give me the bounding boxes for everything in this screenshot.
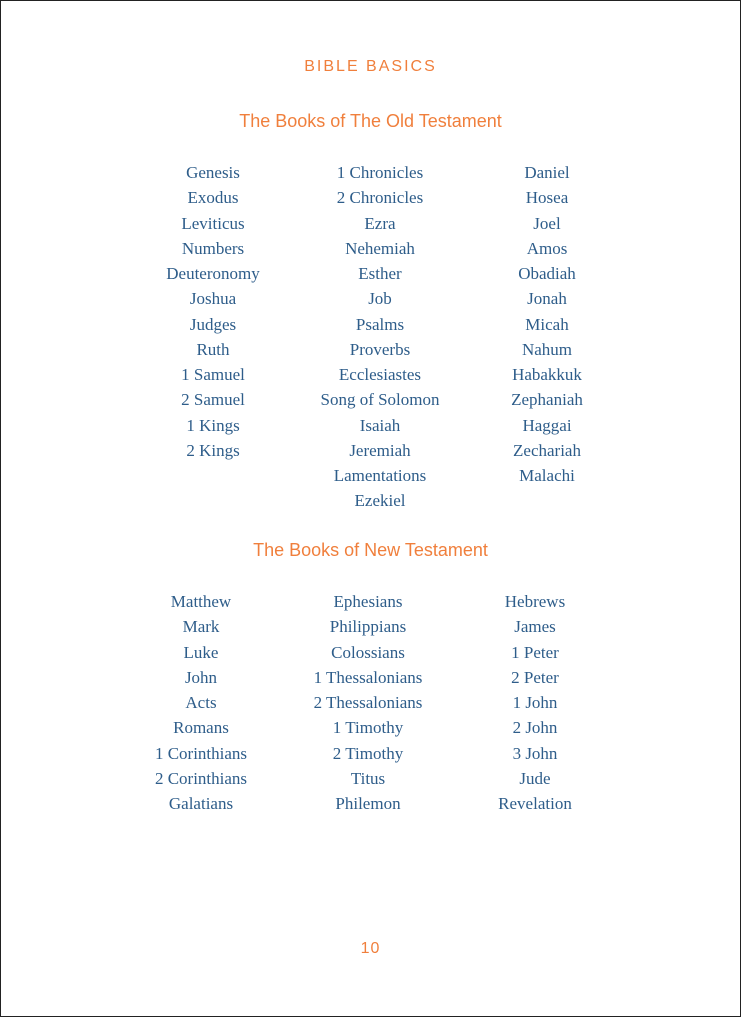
book-name: Ezra (364, 213, 396, 233)
book-name: Malachi (519, 466, 575, 485)
book-name: Philippians (329, 617, 407, 637)
book-name: Romans (173, 718, 229, 738)
book-name: Nahum (521, 339, 573, 359)
book-name: Genesis (186, 163, 240, 182)
book-name: 2 Timothy (332, 743, 404, 763)
book-name: 2 Thessalonians (313, 693, 423, 712)
book-name: Job (368, 289, 392, 309)
book-name: 3 John (512, 743, 558, 763)
book-name: Micah (525, 314, 569, 334)
book-name: Exodus (187, 188, 239, 208)
book-name: Proverbs (349, 339, 411, 359)
book-name: Lamentations (333, 466, 427, 485)
book-name: 1 Samuel (181, 365, 245, 384)
book-name: Nehemiah (345, 238, 415, 258)
book-name: Hebrews (504, 592, 566, 611)
book-name: Daniel (524, 163, 570, 182)
book-name: 1 Kings (186, 415, 240, 435)
book-name: 1 Thessalonians (313, 667, 423, 687)
book-name: Luke (183, 642, 219, 662)
page-number: 10 (360, 940, 381, 957)
book-name: Haggai (522, 415, 572, 435)
book-name: 1 Timothy (332, 718, 404, 738)
new-testament-column-2 (288, 589, 448, 816)
book-name: Ecclesiastes (338, 365, 422, 384)
book-name: Obadiah (518, 264, 576, 283)
book-name: Colossians (331, 642, 405, 662)
book-name: 1 Chronicles (336, 163, 424, 182)
book-name: 1 Corinthians (154, 743, 248, 763)
book-name: Ruth (196, 339, 230, 359)
old-testament-column-2 (300, 160, 460, 514)
book-name: 2 Peter (511, 667, 559, 687)
new-testament-column-3 (465, 589, 605, 816)
book-name: Psalms (355, 314, 405, 334)
book-name: Habakkuk (512, 365, 582, 384)
book-name: Jonah (527, 289, 567, 309)
book-name: 2 Kings (186, 440, 240, 460)
new-testament-column-1 (131, 589, 271, 816)
book-name: Hosea (525, 188, 569, 208)
book-name: 2 Corinthians (154, 768, 248, 788)
book-name: Galatians (168, 794, 234, 813)
book-name: 1 Peter (511, 642, 559, 662)
book-name: Zephaniah (511, 390, 583, 410)
book-name: Deuteronomy (166, 264, 260, 283)
book-name: Mark (182, 617, 220, 637)
book-name: Leviticus (181, 213, 245, 233)
book-name: Isaiah (359, 415, 401, 435)
old-testament-column-3 (477, 160, 617, 488)
book-name: Zechariah (513, 440, 581, 460)
book-name: Ezekiel (354, 491, 406, 511)
book-name: Song of Solomon (320, 390, 440, 410)
book-name: Joel (533, 213, 561, 233)
page-header: BIBLE BASICS (304, 58, 437, 75)
book-name: Joshua (189, 289, 237, 309)
book-name: Philemon (335, 794, 401, 813)
book-name: Revelation (498, 794, 572, 813)
book-name: 2 Chronicles (336, 188, 424, 208)
old-testament-column-1 (143, 160, 283, 463)
book-name: 1 John (512, 693, 558, 712)
book-name: James (514, 617, 556, 637)
book-name: Ephesians (333, 592, 403, 611)
book-name: 2 John (512, 718, 558, 738)
book-name: Jude (519, 768, 551, 788)
book-name: Amos (526, 238, 568, 258)
book-name: John (184, 667, 218, 687)
book-name: 2 Samuel (181, 390, 245, 410)
book-name: Titus (350, 768, 386, 788)
book-name: Acts (185, 693, 217, 712)
new-testament-title: The Books of New Testament (253, 540, 488, 560)
book-name: Jeremiah (349, 440, 411, 460)
old-testament-title: The Books of The Old Testament (239, 111, 502, 131)
book-name: Matthew (170, 592, 232, 611)
book-name: Numbers (181, 238, 245, 258)
book-name: Judges (189, 314, 237, 334)
book-name: Esther (358, 264, 402, 283)
